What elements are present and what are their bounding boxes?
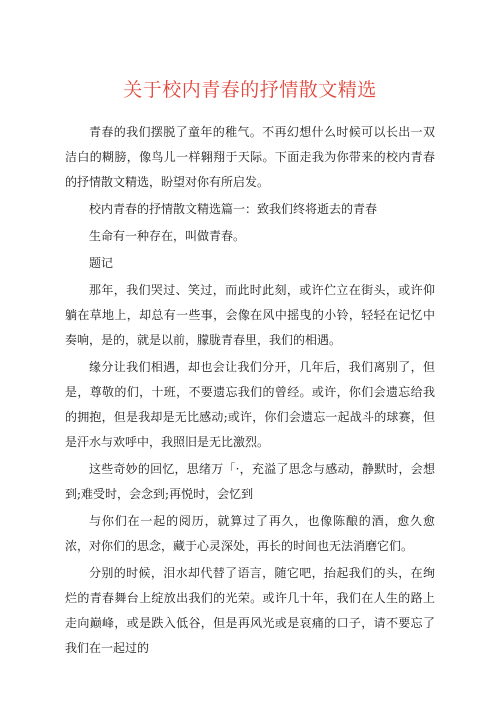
paragraph-epigraph: 生命有一种存在，叫做青春。 <box>89 229 246 243</box>
paragraph-experience: 与你们在一起的阅历，就算过了再久，也像陈酿的酒，愈久愈浓，对你们的思念，藏于心灵深处，再长的时间也无法消磨它们。 <box>65 514 435 553</box>
paragraph-memory: 那年，我们哭过、笑过，而此时此刻，或许伫立在街头，或许仰躺在草地上，却总有一些事，会像在风中摇曳的小铃，轻轻在记忆中奏响，是的，就是以前，朦胧青春里，我们的相遇。 <box>65 283 435 347</box>
paragraph-section-heading: 校内青春的抒情散文精选篇一：致我们终将逝去的青春 <box>89 202 378 216</box>
paragraph-recollection: 这些奇妙的回忆，思绪万「·，充溢了思念与感动，静默时，会想到;难受时，会念到;再悦时，会忆到 <box>65 462 435 501</box>
paragraph-epigraph-label: 题记 <box>89 256 114 270</box>
paragraph-parting: 分别的时候，泪水却代替了语言，随它吧，抬起我们的头，在绚烂的青春舞台上绽放出我们的光荣。或许几十年，我们在人生的路上走向巅峰，或是跌入低谷，但是再风光或是哀痛的口子，请不要忘了我们在一起过的 <box>65 566 435 655</box>
document-body <box>65 120 435 661</box>
paragraph-fate: 缘分让我们相遇，却也会让我们分开，几年后，我们离别了，但是，尊敬的们，十班，不要遗忘我们的曾经。或许，你们会遗忘给我的拥抱，但是我却是无比感动;或许，你们会遗忘一起战斗的球赛，但是汗水与欢呼中，我照旧是无比激烈。 <box>65 360 435 449</box>
paragraph-intro: 青春的我们摆脱了童年的稚气。不再幻想什么时候可以长出一双洁白的糊膀，像鸟儿一样翱翔于天际。下面走我为你带来的校内青春的抒情散文精选，盼望对你有所启发。 <box>65 125 435 189</box>
document-title: 关于校内青春的抒情散文精选 <box>123 79 377 101</box>
